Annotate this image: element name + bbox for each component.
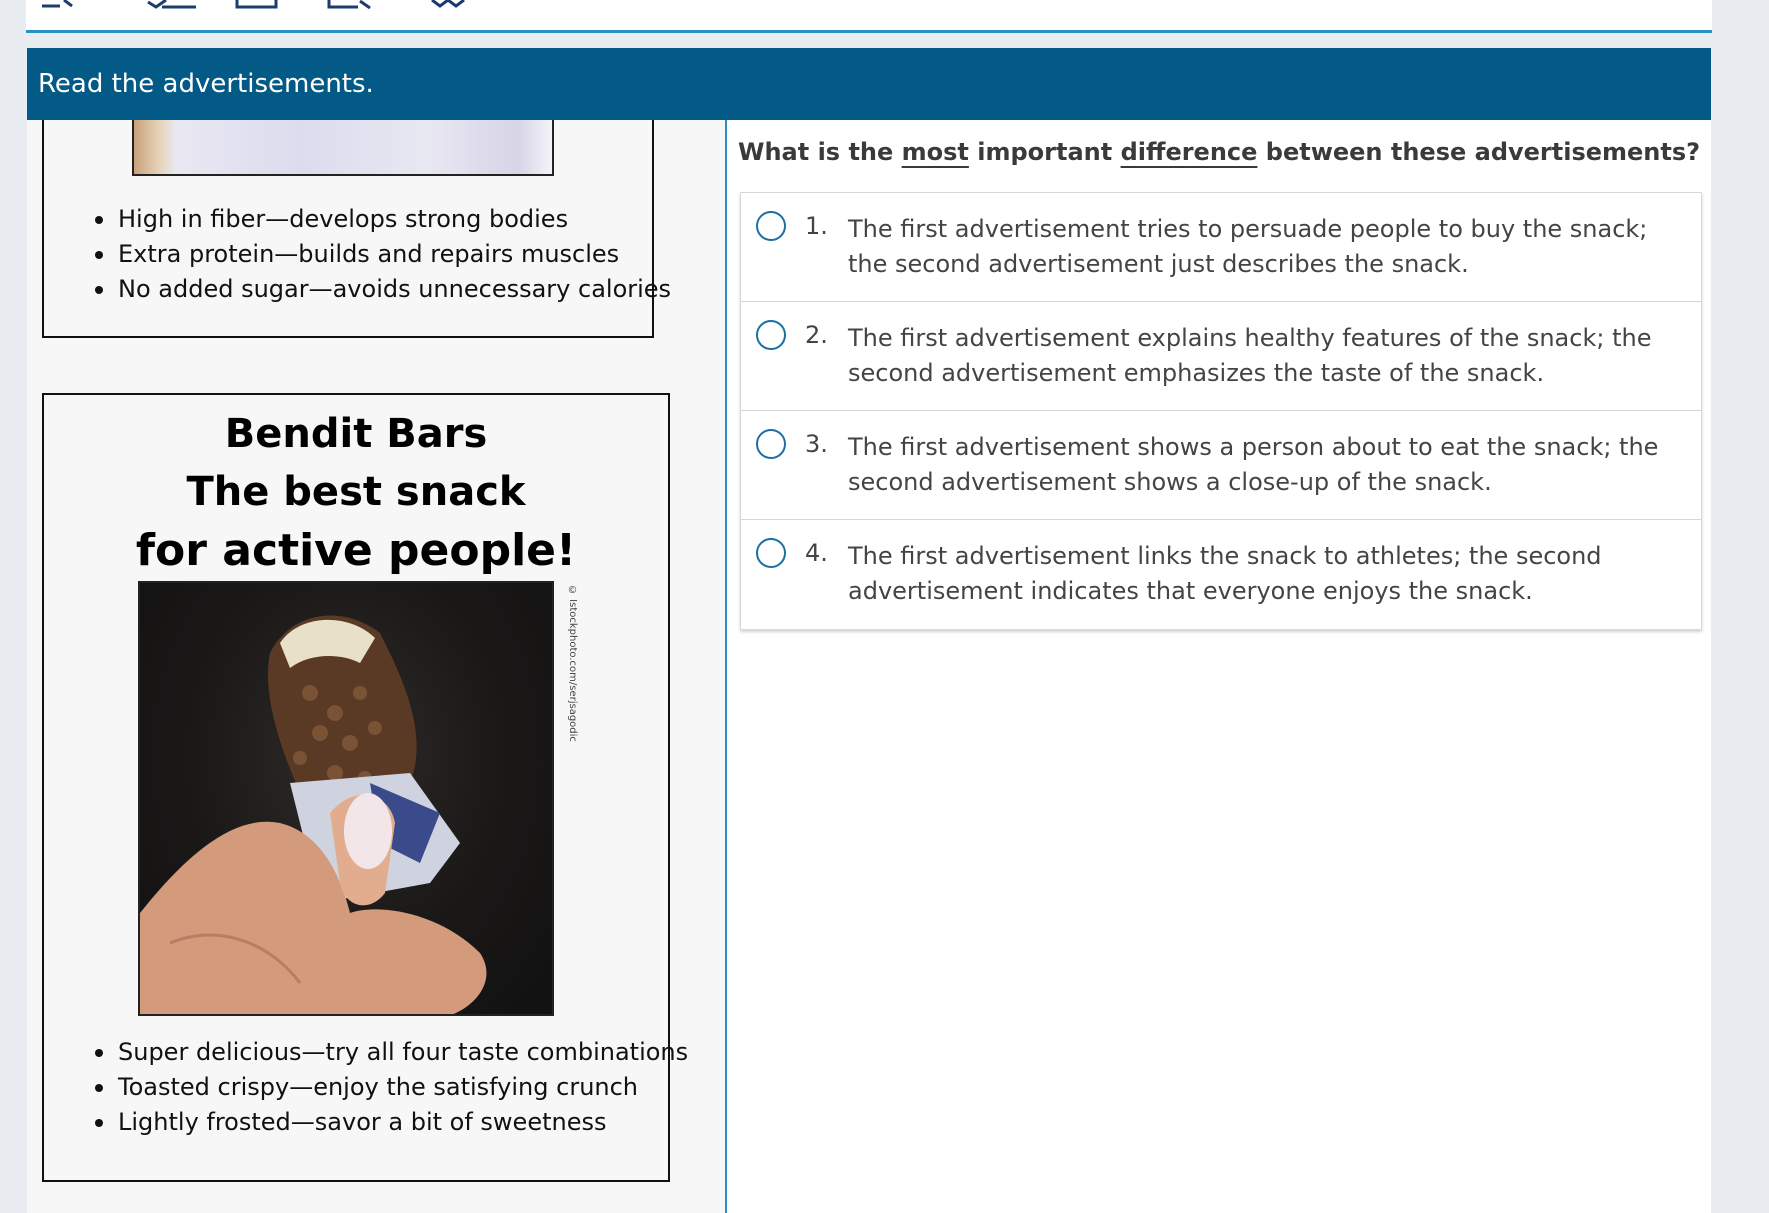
question-stem xyxy=(738,138,1700,166)
answer-option-2[interactable] xyxy=(741,302,1701,411)
checklist-icon[interactable] xyxy=(144,0,200,10)
edit-icon[interactable] xyxy=(326,0,376,10)
advertisement-1 xyxy=(42,120,672,338)
option-number: 3. xyxy=(805,430,828,458)
option-number: 4. xyxy=(805,539,828,567)
list-item: Toasted crispy—enjoy the satisfying crunch xyxy=(38,1070,688,1105)
list-item: Extra protein—builds and repairs muscles xyxy=(38,237,671,272)
instruction-header: Read the advertisements. xyxy=(27,48,1711,120)
answer-option-4[interactable] xyxy=(741,520,1701,629)
radio-button[interactable] xyxy=(756,538,786,568)
option-text: The first advertisement explains healthy features of the snack; the second advertisement emphasizes the taste of the snack. xyxy=(848,324,1652,387)
option-text: The first advertisement links the snack to athletes; the second advertisement indicates that everyone enjoys the snack. xyxy=(848,542,1602,605)
question-emphasis: most xyxy=(901,138,969,166)
snack-bar-photo xyxy=(138,581,554,1016)
radio-button[interactable] xyxy=(756,211,786,241)
question-text-part: important xyxy=(968,138,1121,166)
question-emphasis: difference xyxy=(1120,138,1258,166)
list-item: High in fiber—develops strong bodies xyxy=(38,202,671,237)
option-text: The first advertisement tries to persuade people to buy the snack; the second advertisement just describes the snack. xyxy=(848,215,1648,278)
print-icon[interactable] xyxy=(234,0,280,10)
question-text-part: between these advertisements? xyxy=(1257,138,1701,166)
toolbar xyxy=(26,0,1712,33)
ad2-title xyxy=(44,405,668,581)
answer-option-3[interactable] xyxy=(741,411,1701,520)
option-number: 2. xyxy=(805,321,828,349)
flag-icon[interactable] xyxy=(428,0,474,10)
answer-option-1[interactable] xyxy=(741,193,1701,302)
ad1-photo xyxy=(132,120,554,176)
list-item: No added sugar—avoids unnecessary calories xyxy=(38,272,671,307)
list-item: Lightly frosted—savor a bit of sweetness xyxy=(38,1105,688,1140)
ad2-feature-list xyxy=(38,1035,688,1140)
option-text: The first advertisement shows a person about to eat the snack; the second advertisement shows a close-up of the snack. xyxy=(848,433,1659,496)
list-item: Super delicious—try all four taste combinations xyxy=(38,1035,688,1070)
advertisement-2 xyxy=(42,393,689,1182)
question-pane xyxy=(727,120,1711,1213)
answer-options xyxy=(740,192,1702,630)
photo-credit: © Istockphoto.com/serjsagodic xyxy=(567,585,578,742)
ad2-slogan-line2: for active people! xyxy=(135,525,577,576)
ad2-brand-name: Bendit Bars xyxy=(224,411,488,457)
radio-button[interactable] xyxy=(756,320,786,350)
option-number: 1. xyxy=(805,212,828,240)
passage-pane[interactable] xyxy=(27,120,727,1213)
highlighter-icon[interactable] xyxy=(40,0,80,10)
question-text-part: What is the xyxy=(738,138,902,166)
radio-button[interactable] xyxy=(756,429,786,459)
ad2-slogan-line1: The best snack xyxy=(186,469,526,515)
ad1-feature-list xyxy=(38,202,671,307)
